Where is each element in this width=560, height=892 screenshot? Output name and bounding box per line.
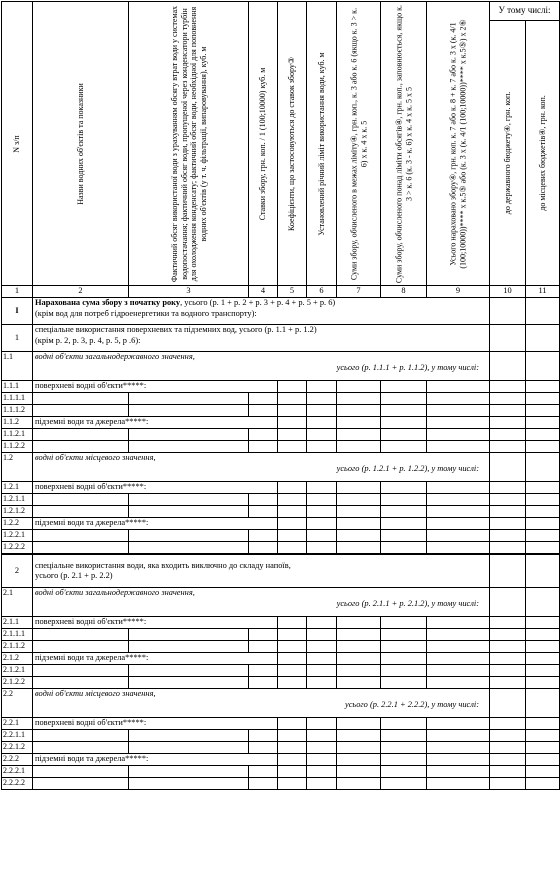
- row-number: 2.2.1: [2, 718, 33, 730]
- row-number: 1.2.2.1: [2, 530, 33, 542]
- table-row: [2, 482, 560, 494]
- row-label: підземні води та джерела*****:: [33, 754, 278, 766]
- table-row: [2, 588, 560, 617]
- row-number: 1.2.1.2: [2, 506, 33, 518]
- row-number: 2.1.2.2: [2, 677, 33, 689]
- header-including: У тому числі:: [490, 2, 560, 21]
- row-label: поверхневі водні об'єкти*****:: [33, 718, 278, 730]
- row-number: 1.2.1: [2, 482, 33, 494]
- table-row: [2, 754, 560, 766]
- table-row: [2, 381, 560, 393]
- col-number: 5: [278, 286, 307, 298]
- row-number: 2.2: [2, 689, 33, 718]
- table-row: [2, 325, 560, 352]
- row-number: 2.2.2.1: [2, 766, 33, 778]
- header-within-limit: Суми збору, обчисленого в межах ліміту④, грн. коп., к. 3 або к. 6 (якщо к. 3 > к. 6) х к. 4 х к. 5: [337, 2, 381, 286]
- row-label: спеціальне використання поверхневих та підземних вод, усього (р. 1.1 + р. 1.2) (крім р. 2, р. 3, р. 4, р. 5, р .6):: [33, 325, 490, 352]
- header-volume: Фактичний обсяг використаної води з урахуванням обсягу втрат води у системах водопостачання; фактичний обсяг води, пропущеної через конденсатори турбін для охолодження конденсату; фактичний обсяг води, необхідної для поповнення водних об'єктів (у т. ч. фільтрації, випаровування), куб. м: [129, 2, 249, 286]
- row-number: 1.1.1.2: [2, 405, 33, 417]
- row-number: 2.1.2: [2, 653, 33, 665]
- column-number-row: [2, 286, 560, 298]
- table-row: [2, 665, 560, 677]
- row-number: 1: [2, 325, 33, 352]
- row-label: спеціальне використання води, яка входить виключно до складу напоїв, усього (р. 2.1 + р. 2.2): [33, 554, 490, 588]
- table-row: [2, 494, 560, 506]
- header-coefficients: Коефіцієнти, що застосовуються до ставок збору③: [278, 2, 307, 286]
- header-total: Усього нараховано збору④, грн. коп. к. 7 або к. 8 + к. 7 або к. 3 х (к. 4/1 (100;10000))**** х к.5⑤ або (к. 3 х (к. 4/1 (100;10000))**** х к.5⑤) х 2⑥: [427, 2, 490, 286]
- table-row: [2, 554, 560, 588]
- table-row: [2, 441, 560, 453]
- row-number: 1.2: [2, 453, 33, 482]
- col-number: 1: [2, 286, 33, 298]
- row-label: водні об'єкти загальнодержавного значення, усього (р. 2.1.1 + р. 2.1.2), у тому числі:: [33, 588, 490, 617]
- water-fee-table: [1, 1, 560, 790]
- row-label: водні об'єкти місцевого значення, усього (р. 2.2.1 + 2.2.2), у тому числі:: [33, 689, 490, 718]
- row-number: 1.2.1.1: [2, 494, 33, 506]
- table-row: [2, 653, 560, 665]
- row-number: 1.1.2.2: [2, 441, 33, 453]
- col-number: 4: [249, 286, 278, 298]
- row-number: 1.1: [2, 352, 33, 381]
- table-row: [2, 766, 560, 778]
- header-rates: Ставки збору, грн. коп. / 1 (100;10000) куб. м: [249, 2, 278, 286]
- header-row: [2, 2, 560, 21]
- header-local-budget: до місцевих бюджетів④, грн. коп.: [526, 21, 560, 286]
- row-number: 2.1: [2, 588, 33, 617]
- row-label: підземні води та джерела*****:: [33, 417, 278, 429]
- header-state-budget: до державного бюджету④, грн. коп.: [490, 21, 526, 286]
- row-label: водні об'єкти загальнодержавного значення, усього (р. 1.1.1 + р. 1.1.2), у тому числі:: [33, 352, 490, 381]
- header-num: N з/п: [2, 2, 33, 286]
- row-number: 2.2.1.2: [2, 742, 33, 754]
- table-row: [2, 530, 560, 542]
- table-row: [2, 617, 560, 629]
- row-number: I: [2, 298, 33, 325]
- table-row: [2, 718, 560, 730]
- row-label: поверхневі водні об'єкти*****:: [33, 381, 278, 393]
- header-limit: Установлений річний ліміт використання води, куб. м: [307, 2, 337, 286]
- table-row: [2, 393, 560, 405]
- row-number: 2.1.1: [2, 617, 33, 629]
- col-number: 10: [490, 286, 526, 298]
- table-row: [2, 429, 560, 441]
- row-label: водні об'єкти місцевого значення, усього (р. 1.2.1 + р. 1.2.2), у тому числі:: [33, 453, 490, 482]
- table-row: [2, 641, 560, 653]
- table-row: [2, 542, 560, 555]
- row-number: 1.1.2: [2, 417, 33, 429]
- col-number: 7: [337, 286, 381, 298]
- row-number: 1.1.2.1: [2, 429, 33, 441]
- row-number: 2.1.2.1: [2, 665, 33, 677]
- row-label: підземні води та джерела*****:: [33, 653, 278, 665]
- row-number: 1.1.1: [2, 381, 33, 393]
- table-row: [2, 518, 560, 530]
- col-number: 2: [33, 286, 129, 298]
- row-number: 2: [2, 554, 33, 588]
- col-number: 9: [427, 286, 490, 298]
- row-label: поверхневі водні об'єкти*****:: [33, 617, 278, 629]
- row-number: 2.1.1.1: [2, 629, 33, 641]
- table-row: [2, 677, 560, 689]
- table-row: [2, 298, 560, 325]
- table-row: [2, 506, 560, 518]
- col-number: 6: [307, 286, 337, 298]
- table-row: [2, 629, 560, 641]
- row-number: 1.1.1.1: [2, 393, 33, 405]
- table-row: [2, 778, 560, 790]
- col-number: 3: [129, 286, 249, 298]
- col-number: 8: [381, 286, 427, 298]
- header-over-limit: Суми збору, обчисленого понад ліміти обсягів④, грн. коп., заповнюється, якщо к. 3 > к. 6 (к. 3 - к. 6) х к. 4 х к. 5 х 5: [381, 2, 427, 286]
- row-number: 2.2.2: [2, 754, 33, 766]
- table-row: [2, 352, 560, 381]
- table-row: [2, 417, 560, 429]
- row-number: 2.2.1.1: [2, 730, 33, 742]
- table-row: [2, 405, 560, 417]
- table-row: [2, 730, 560, 742]
- col-number: 11: [526, 286, 560, 298]
- table-row: [2, 742, 560, 754]
- row-number: 1.2.2.2: [2, 542, 33, 555]
- row-number: 1.2.2: [2, 518, 33, 530]
- row-label: підземні води та джерела*****:: [33, 518, 278, 530]
- row-label: поверхневі водні об'єкти*****:: [33, 482, 278, 494]
- table-row: [2, 453, 560, 482]
- row-number: 2.2.2.2: [2, 778, 33, 790]
- table-row: [2, 689, 560, 718]
- row-number: 2.1.1.2: [2, 641, 33, 653]
- row-label: Нарахована сума збору з початку року, усього (р. 1 + р. 2 + р. 3 + р. 4 + р. 5 + р. 6) (крім вод для потреб гідроенергетики та водного транспорту):: [33, 298, 490, 325]
- header-names: Назви водних об'єктів та показники: [33, 2, 129, 286]
